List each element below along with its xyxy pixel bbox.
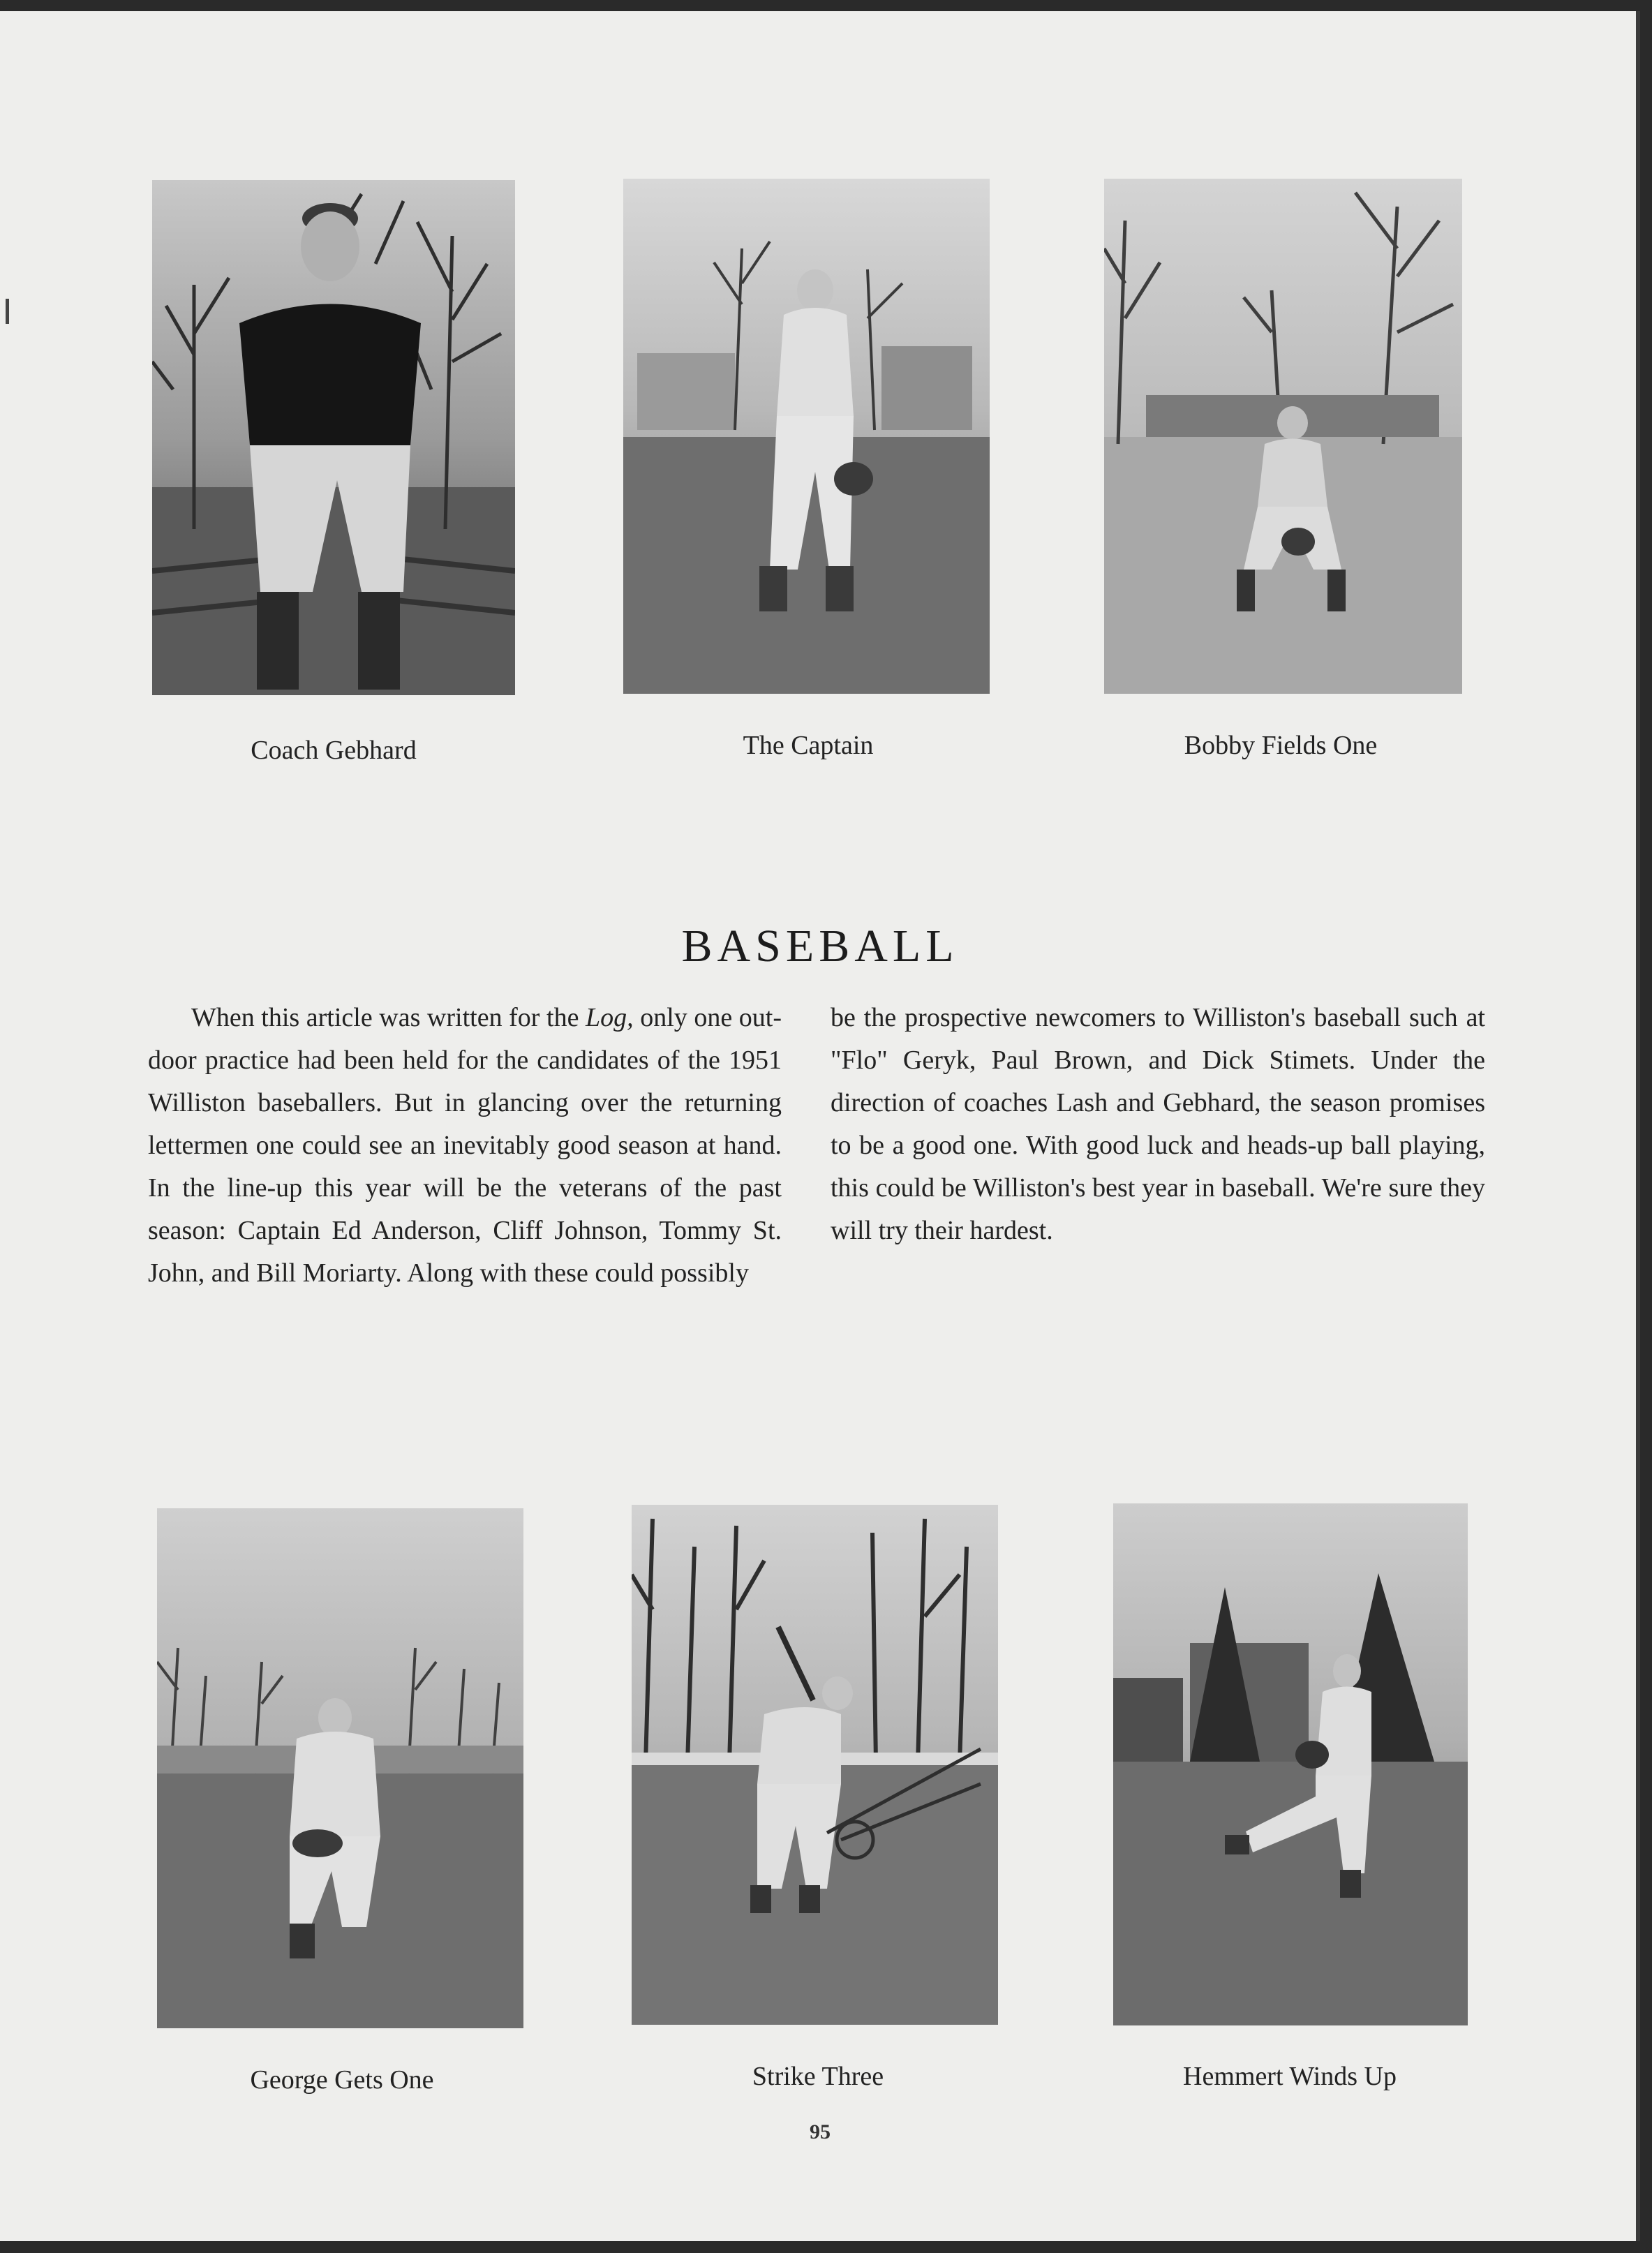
caption-hemmert-winds-up: Hemmert Winds Up [1183, 2062, 1397, 2091]
caption-george-gets-one: George Gets One [250, 2065, 434, 2095]
caption-strike-three: Strike Three [752, 2062, 884, 2091]
yearbook-page [0, 11, 1640, 2241]
article-column-left [148, 997, 782, 1295]
article-paragraph-right: be the prospective newcomers to Williston's baseball such at "Flo" Geryk, Paul Brown, and Dick Stimets. Under the direction of coaches Lash and Gebhard, the season promises to be a good one. With good luck and heads-up ball playing, this could be Williston's best year in baseball. We're sure they will try their hardest. [831, 1003, 1485, 1245]
photo-coach-gebhard [152, 180, 515, 695]
caption-coach-gebhard: Coach Gebhard [251, 736, 417, 765]
photo-hemmert-winds-up [1113, 1503, 1468, 2025]
page-number: 95 [810, 2120, 831, 2143]
photo-the-captain [623, 179, 990, 694]
photo-bobby-fields-one [1104, 179, 1462, 694]
photo-strike-three [632, 1505, 998, 2025]
article-title: BASEBALL [681, 921, 959, 972]
photo-george-gets-one [157, 1508, 523, 2028]
article-italic-log: Log, [586, 1003, 634, 1032]
article-text-part: only one out-door practice had been held for the candidates of the 1951 Williston baseballers. But in glancing over the returning lettermen one could see an inevitably good season at hand. In the line-up this year will be the veterans of the past season: Captain Ed Anderson, Cliff Johnson, Tommy St. John, and Bill Moriarty. Along with these could possibly [148, 1003, 782, 1288]
caption-bobby-fields-one: Bobby Fields One [1184, 731, 1378, 760]
article-paragraph-left [148, 997, 782, 1295]
caption-the-captain: The Captain [743, 731, 874, 760]
article-column-right [831, 997, 1485, 1252]
binding-mark [6, 299, 9, 324]
article-text-part: When this article was written for the [191, 1003, 586, 1032]
